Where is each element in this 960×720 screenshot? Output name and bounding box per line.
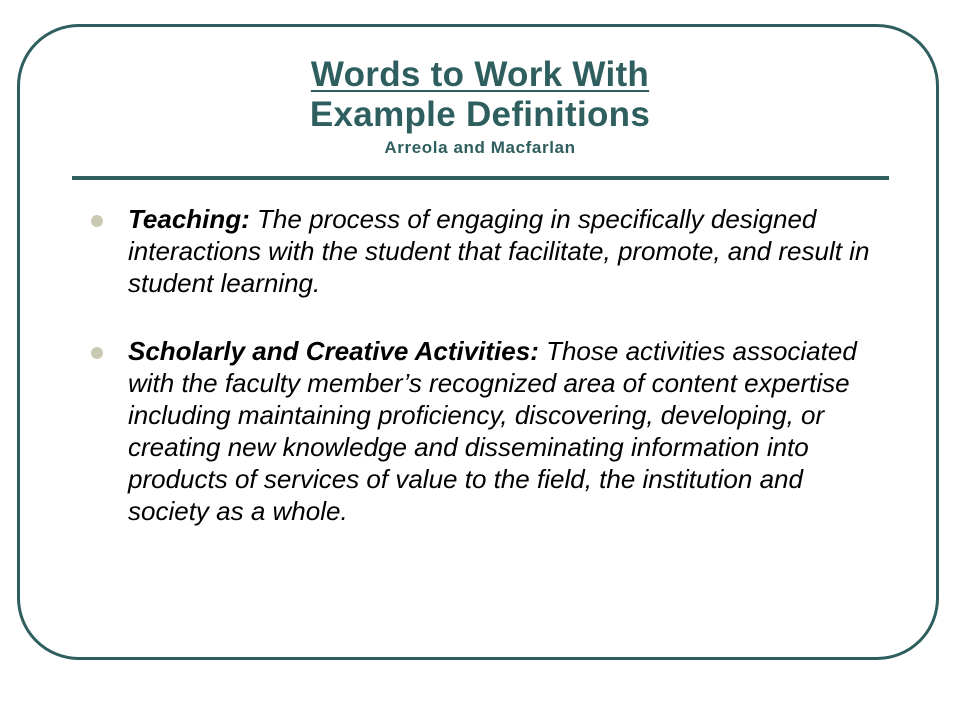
bullet-term: Scholarly and Creative Activities:: [128, 336, 539, 366]
bullet-term: Teaching:: [128, 204, 250, 234]
bullet-dot-icon: [91, 347, 103, 359]
bullet-item-scholarly: [88, 335, 888, 527]
title-divider: [72, 176, 889, 180]
bullet-definition: The process of engaging in specifically designed interactions with the student that facilitate, promote, and result in student learning.: [128, 204, 870, 298]
title-main: Example Definitions: [309, 95, 651, 134]
title-link[interactable]: Words to Work With: [310, 55, 650, 94]
slide-title: [70, 56, 890, 160]
bullet-item-teaching: [88, 203, 888, 299]
title-subtitle: Arreola and Macfarlan: [384, 138, 576, 157]
bullet-dot-icon: [91, 215, 103, 227]
bullet-list: [88, 203, 888, 563]
bullet-definition: Those activities associated with the faculty member’s recognized area of content expertise including maintaining proficiency, discovering, developing, or creating new knowledge and disseminating information into products of services of value to the field, the institution and society as a whole.: [128, 336, 857, 526]
